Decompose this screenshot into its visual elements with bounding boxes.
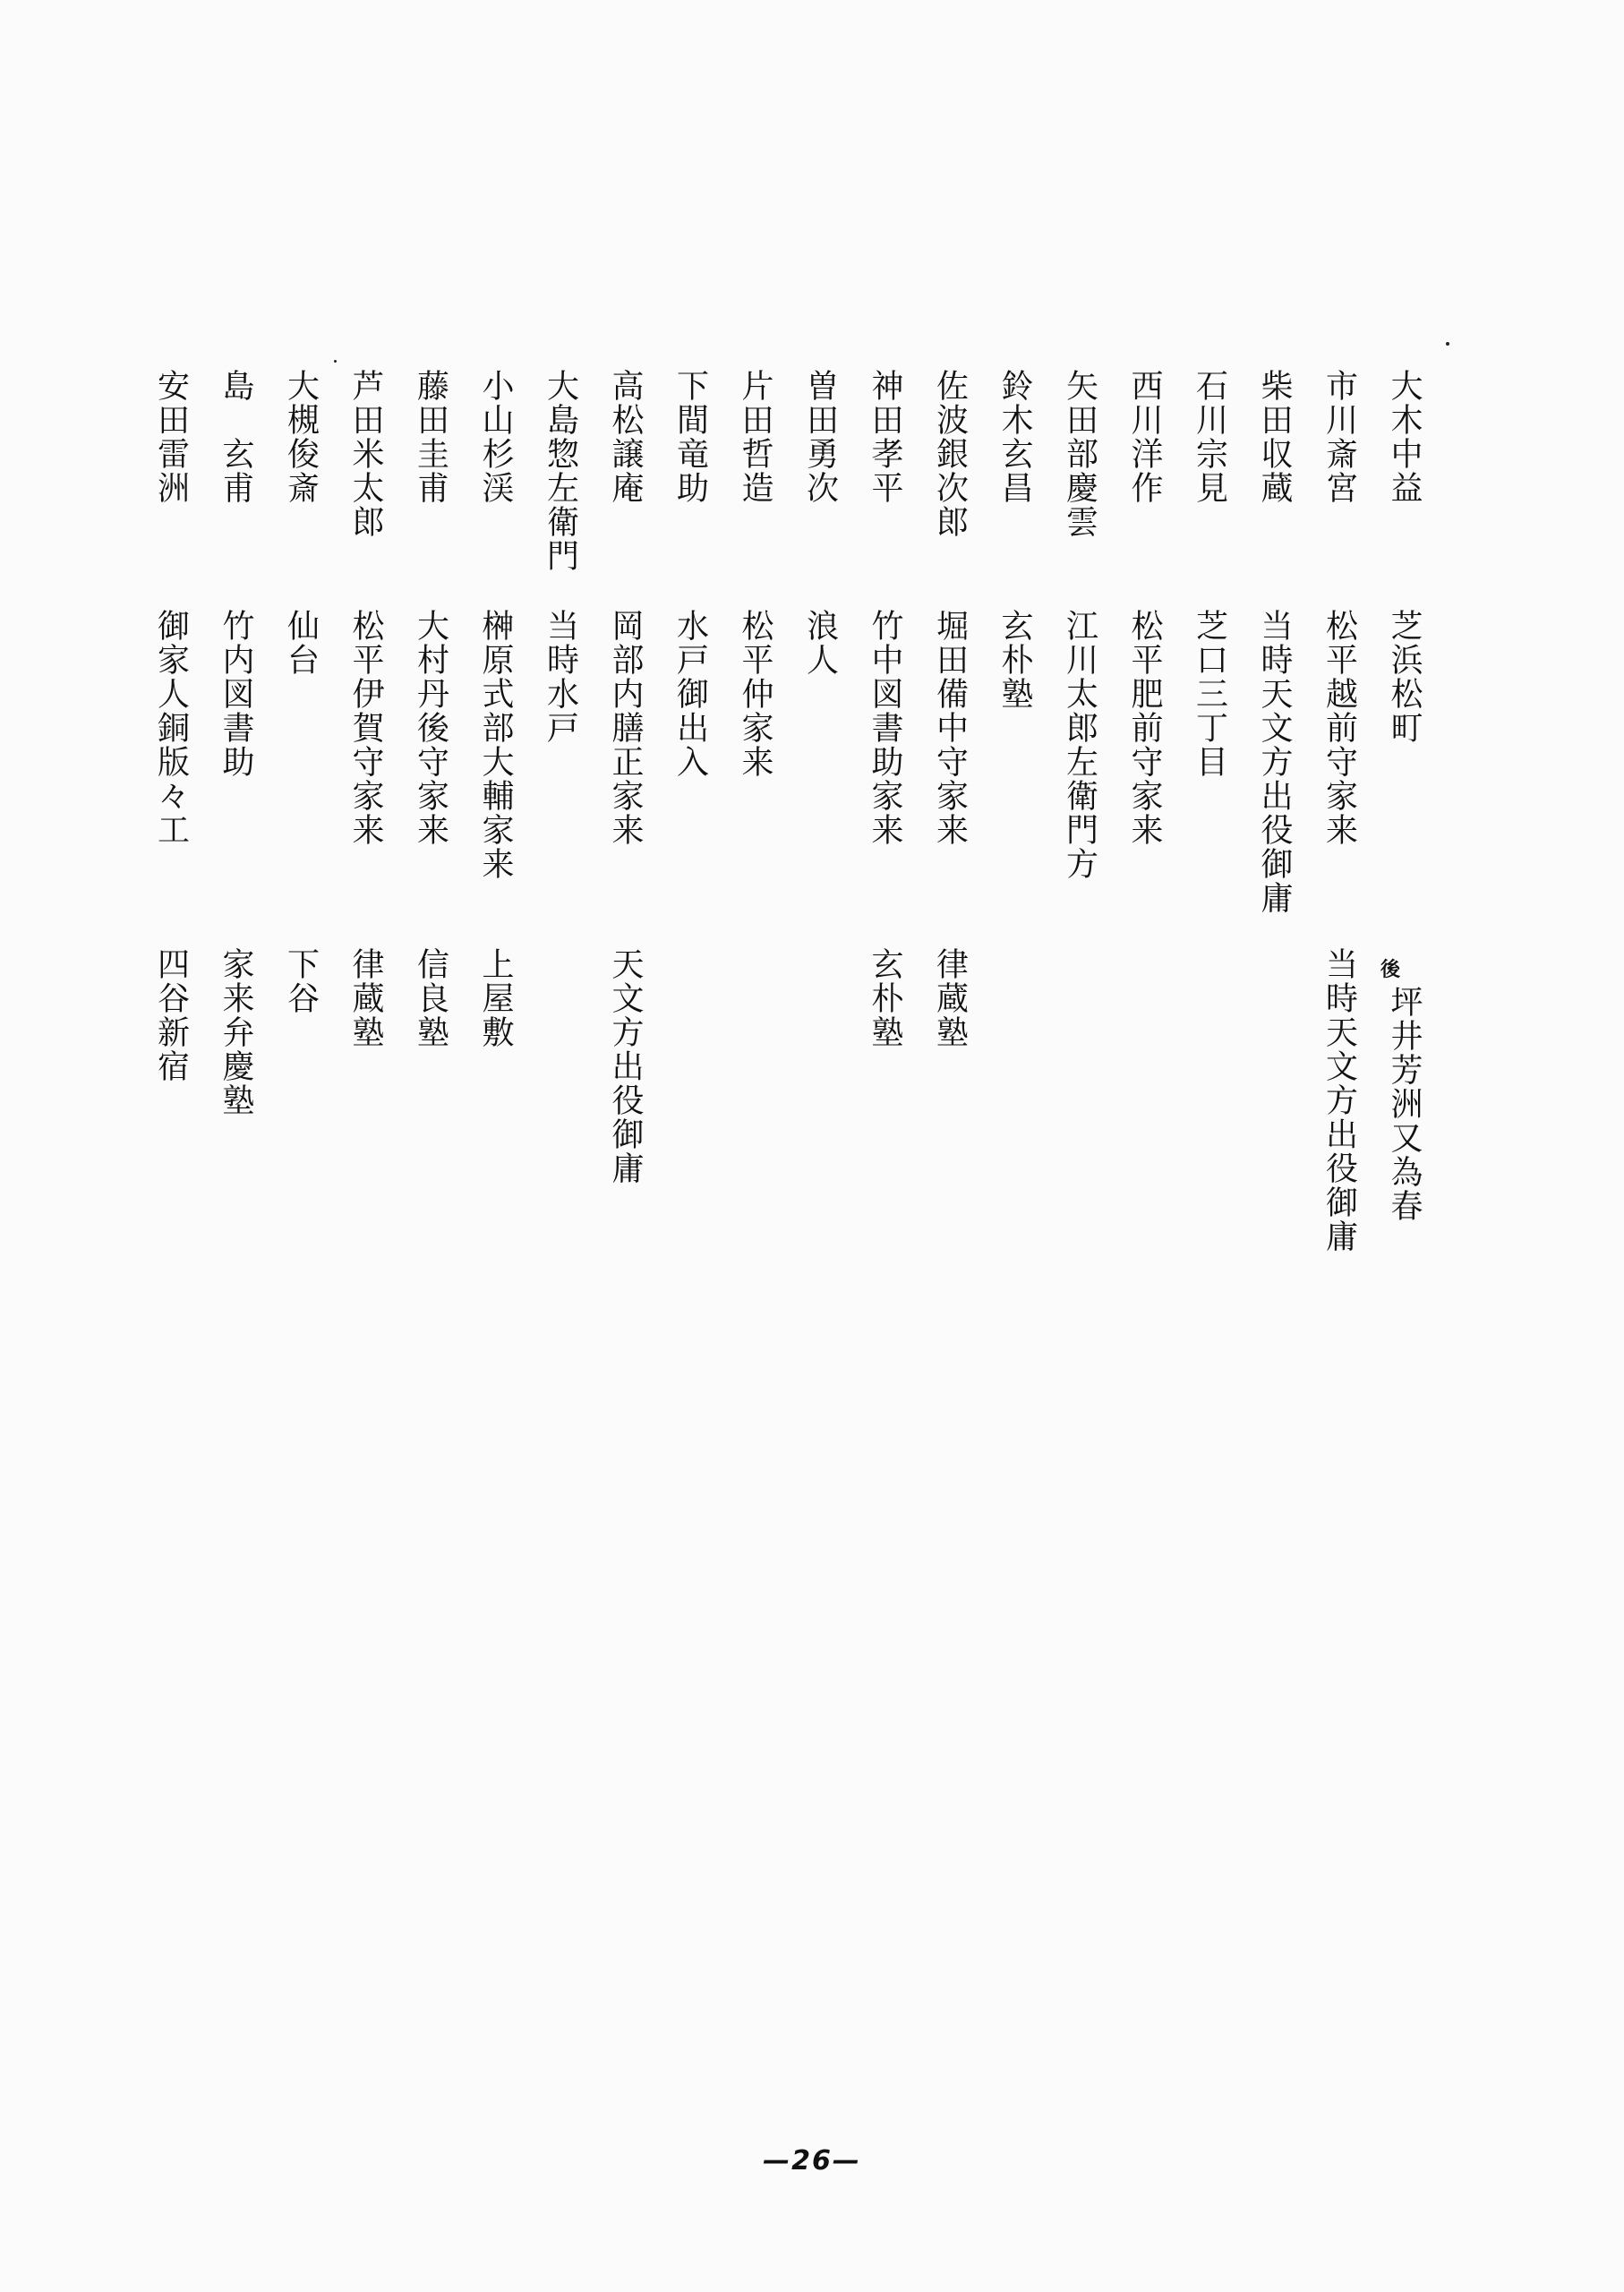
- register-row: [923, 0, 977, 2292]
- register-row: [793, 0, 847, 2292]
- register-row: [1183, 0, 1236, 2292]
- affiliation: 松平仲家来: [737, 609, 774, 779]
- person-name: 大木中益: [1386, 369, 1423, 505]
- note: 四谷新宿: [152, 947, 190, 1083]
- register-row: [404, 0, 457, 2292]
- person-name: 藤田圭甫: [412, 369, 449, 505]
- person-name: 矢田部慶雲: [1061, 369, 1098, 539]
- note: 玄朴塾: [867, 947, 903, 1049]
- person-name: 柴田収蔵: [1256, 369, 1293, 505]
- note: 坪井芳洲又為春: [1386, 985, 1423, 1223]
- affiliation: 仙台: [282, 609, 320, 677]
- register-row: [1117, 0, 1171, 2292]
- note: 当時天文方出役御庸: [1321, 947, 1358, 1253]
- note: 家来弁慶塾: [218, 947, 254, 1117]
- note: 信良塾: [412, 947, 449, 1049]
- person-name: 大島惣左衛門: [542, 369, 579, 573]
- register-row: [858, 0, 911, 2292]
- person-name: 片田哲造: [737, 369, 774, 505]
- register-row: [468, 0, 522, 2292]
- register-row: [144, 0, 198, 2292]
- register-row: [1247, 0, 1301, 2292]
- register-row: [338, 0, 392, 2292]
- affiliation: 芝口三丁目: [1191, 609, 1228, 779]
- affiliation: 松平伊賀守家来: [347, 609, 384, 847]
- affiliation: 松平越前守家来: [1321, 609, 1358, 847]
- person-name: 市川斎宮: [1321, 369, 1358, 505]
- person-name: 高松譲庵: [607, 369, 644, 505]
- person-name: 佐波銀次郎: [931, 369, 969, 539]
- register-row: [209, 0, 262, 2292]
- affiliation: 当時天文方出役御庸: [1256, 609, 1293, 915]
- person-name: 西川洋作: [1126, 369, 1163, 505]
- register-row: [1053, 0, 1107, 2292]
- person-name: 下間竜助: [671, 369, 709, 505]
- page-number: —26—: [763, 2145, 861, 2177]
- register-row: [663, 0, 717, 2292]
- register-row: [987, 0, 1041, 2292]
- affiliation: 竹中図書助家来: [867, 609, 903, 847]
- register-row: [274, 0, 328, 2292]
- affiliation: 水戸御出入: [671, 609, 709, 779]
- person-name: 神田孝平: [867, 369, 903, 505]
- note: 上屋敷: [477, 947, 514, 1049]
- note: 律蔵塾: [347, 947, 384, 1049]
- person-name: 安田雷洲: [152, 369, 190, 505]
- register-row: [534, 0, 587, 2292]
- register-row: [728, 0, 782, 2292]
- affiliation: 大村丹後守家来: [412, 609, 449, 847]
- note-prefix: 後: [1380, 958, 1401, 981]
- note: 天文方出役御庸: [607, 947, 644, 1185]
- person-name: 小山杉渓: [477, 369, 514, 505]
- person-name: 鈴木玄昌: [996, 369, 1033, 505]
- affiliation: 御家人銅版々工: [152, 609, 190, 847]
- affiliation: 竹内図書助: [218, 609, 254, 779]
- ink-speck: [1446, 342, 1449, 346]
- register-row: [1312, 0, 1366, 2292]
- affiliation: 松平肥前守家来: [1126, 609, 1163, 847]
- affiliation: 岡部内膳正家来: [607, 609, 644, 847]
- register-row: [598, 0, 652, 2292]
- person-name: 曽田勇次: [801, 369, 839, 505]
- affiliation: 浪人: [801, 609, 839, 677]
- person-name: 大槻俊斎: [282, 369, 320, 505]
- affiliation: 芝浜松町: [1386, 609, 1423, 745]
- affiliation: 玄朴塾: [996, 609, 1033, 711]
- person-name: 島 玄甫: [218, 369, 254, 505]
- person-name: 石川宗見: [1191, 369, 1228, 505]
- affiliation: 当時水戸: [542, 609, 579, 745]
- ink-speck: [334, 360, 337, 363]
- affiliation: 堀田備中守家来: [931, 609, 969, 847]
- person-name: 芦田米太郎: [347, 369, 384, 539]
- register-row: [1377, 0, 1431, 2292]
- note: 下谷: [282, 947, 320, 1015]
- affiliation: 江川太郎左衛門方: [1061, 609, 1098, 881]
- note: 律蔵塾: [931, 947, 969, 1049]
- affiliation: 榊原式部大輔家来: [477, 609, 514, 881]
